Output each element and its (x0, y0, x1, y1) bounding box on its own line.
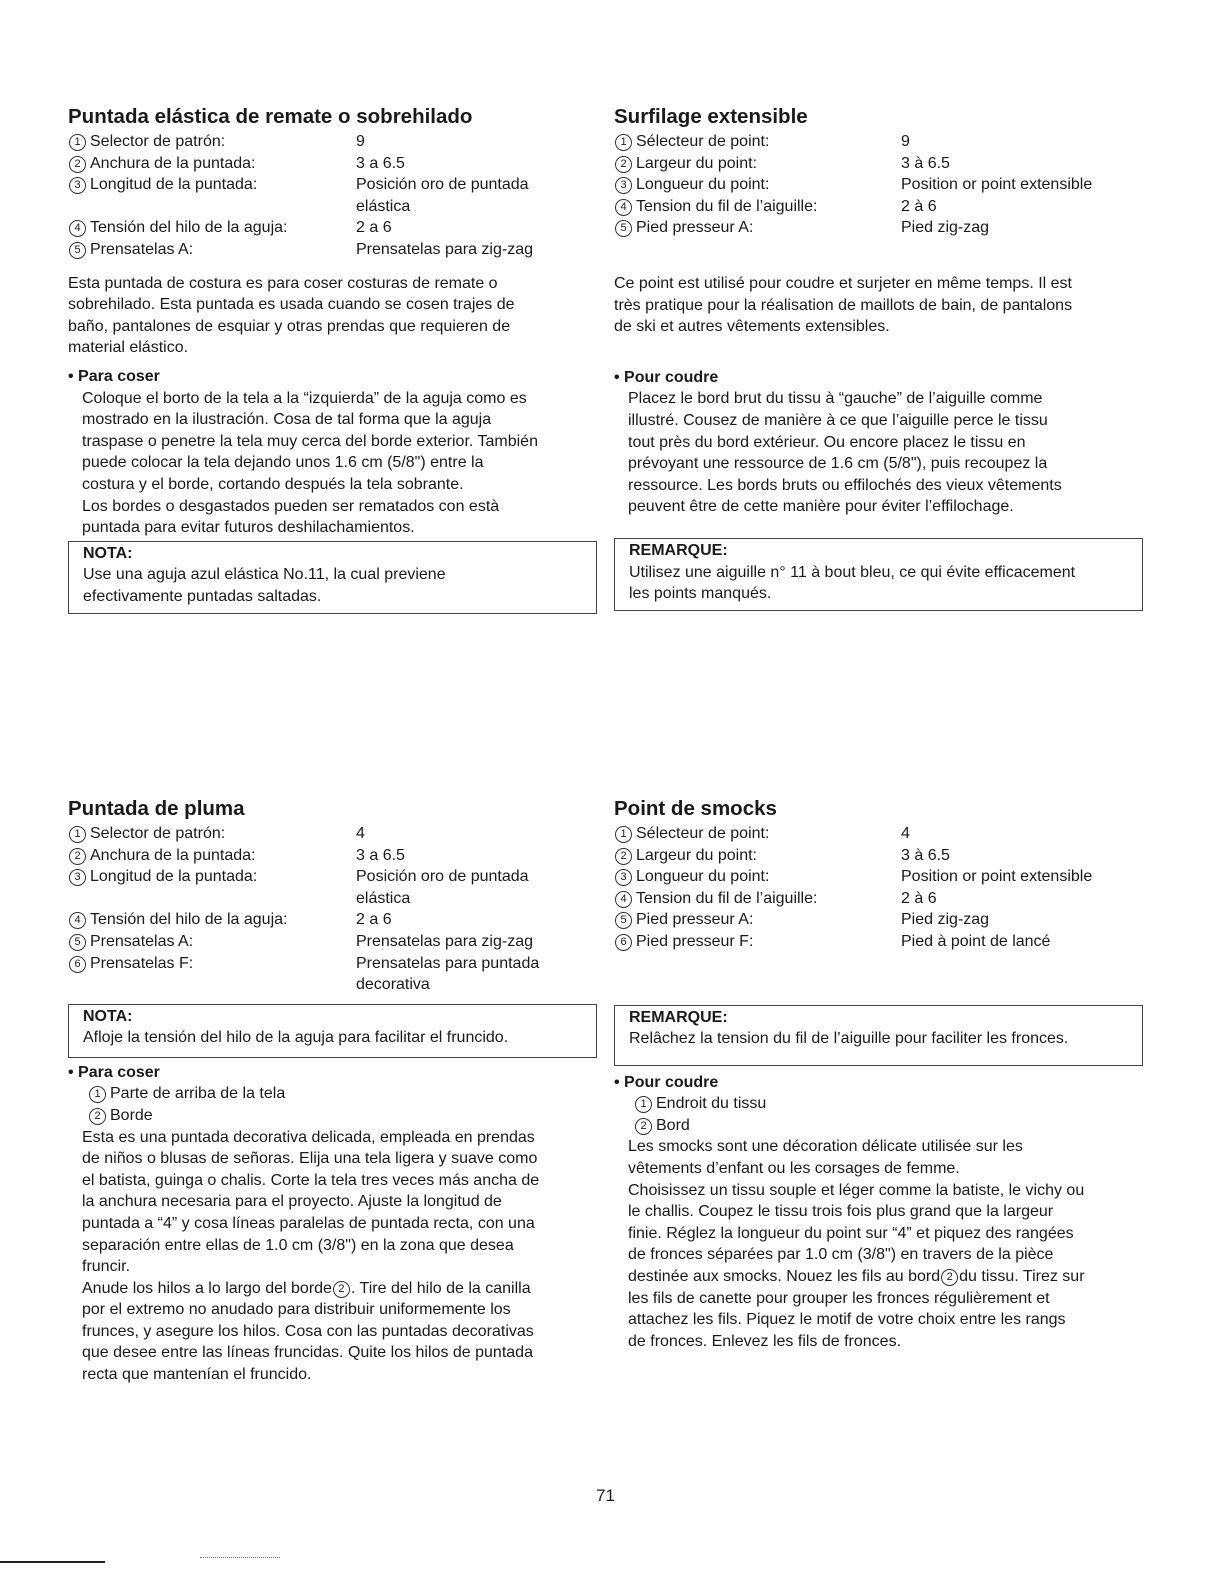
spec-value: Pied zig-zag (901, 911, 990, 929)
spec-value: Pied à point de lancé (901, 932, 1051, 950)
step-item (68, 1105, 598, 1127)
note-text: Use una aguja azul elástica No.11, la cual previene efectivamente puntadas saltadas. (83, 566, 446, 605)
spec-label: Longitud de la puntada: (90, 176, 258, 194)
spec-row (614, 866, 1144, 888)
spec-value: 3 a 6.5 (356, 846, 405, 864)
spec-label: Longueur du point: (636, 176, 770, 194)
spec-value: 3 à 6.5 (901, 154, 950, 172)
spec-row (68, 217, 598, 239)
spec-label: Longitud de la puntada: (90, 868, 258, 886)
circled-number: 3 (615, 177, 632, 194)
footer-rule (0, 1561, 105, 1563)
spec-row (68, 153, 598, 175)
spec-value: 2 à 6 (901, 197, 937, 215)
step-item (614, 1093, 1144, 1115)
spec-row (614, 823, 1144, 845)
spec-row (68, 823, 598, 845)
spec-value: Posición oro de puntada elástica (356, 176, 529, 215)
spec-label: Pied presseur A: (636, 219, 754, 237)
bullet-heading: • Pour coudre (614, 1073, 719, 1091)
spec-row (68, 953, 598, 996)
circled-number: 4 (69, 220, 86, 237)
note-box (68, 541, 597, 614)
description: Ce point est utilisé pour coudre et surjeter en même temps. Il est très pratique pour la réalisation de maillots de bain, de pantalons de ski et autres vêtements extensibles. (614, 274, 1073, 336)
note-title: REMARQUE: (629, 1008, 728, 1026)
spec-row (68, 239, 598, 261)
step-label: Borde (110, 1106, 153, 1124)
circled-number: 2 (615, 156, 632, 173)
spec-value: 2 a 6 (356, 911, 392, 929)
circled-number: 2 (89, 1108, 106, 1125)
section-elastic-overlock-fr (614, 105, 1144, 611)
spec-row (614, 217, 1144, 239)
step-item (614, 1115, 1144, 1137)
circled-number: 1 (615, 134, 632, 151)
circled-number: 5 (615, 912, 632, 929)
circled-number: 1 (635, 1096, 652, 1113)
spec-row (614, 845, 1144, 867)
description: Esta puntada de costura es para coser costuras de remate o sobrehilado. Esta puntada es usada cuando se cosen trajes de baño, pantalones de esquiar y otras prendas que requieren de material elástico. (68, 274, 515, 357)
footer-mark (200, 1557, 280, 1564)
bullet-heading: • Pour coudre (614, 368, 719, 386)
spec-list (68, 823, 598, 996)
spec-value: 2 a 6 (356, 219, 392, 237)
spec-row (614, 153, 1144, 175)
step-label: Parte de arriba de la tela (110, 1085, 286, 1103)
spec-label: Longueur du point: (636, 868, 770, 886)
spec-value: Position or point extensible (901, 176, 1093, 194)
spec-list (614, 131, 1144, 239)
circled-number: 3 (69, 177, 86, 194)
spec-label: Selector de patrón: (90, 133, 226, 150)
instructions-continued: Anude los hilos a lo largo del borde 2 . Tire del hilo de la canilla por el extremo no anudado para distribuir uniformemente los frunces, y asegure los hilos. Cosa con las puntadas decorativas que desee entre las líneas fruncidas. Quite los hilos de puntada recta que mantenían el fruncido. (82, 1279, 534, 1384)
spec-label: Sélecteur de point: (636, 133, 770, 150)
note-box (614, 538, 1143, 611)
page-number: 71 (596, 1486, 615, 1505)
spec-label: Anchura de la puntada: (90, 154, 256, 172)
section-title: Puntada elástica de remate o sobrehilado (68, 105, 473, 128)
spec-row (614, 174, 1144, 196)
note-box (614, 1005, 1143, 1066)
circled-number: 4 (615, 891, 632, 908)
circled-number: 2 (941, 1269, 958, 1286)
spec-label: Prensatelas F: (90, 954, 194, 972)
circled-number: 6 (69, 956, 86, 973)
spec-label: Largeur du point: (636, 846, 757, 864)
note-text: Utilisez une aiguille n° 11 à bout bleu, ce qui évite efficacement les points manqués. (629, 563, 1076, 603)
note-text: Afloje la tensión del hilo de la aguja para facilitar el fruncido. (83, 1029, 509, 1047)
section-title: Puntada de pluma (68, 797, 245, 820)
spec-row (68, 174, 598, 217)
spec-value: Prensatelas para puntada decorativa (356, 954, 540, 994)
spec-row (68, 909, 598, 931)
spec-label: Largeur du point: (636, 154, 757, 172)
circled-number: 1 (615, 826, 632, 843)
spec-label: Tension du fil de l’aiguille: (636, 889, 818, 907)
spec-label: Tensión del hilo de la aguja: (90, 911, 288, 929)
circled-number: 2 (615, 848, 632, 865)
circled-number: 5 (69, 934, 86, 951)
note-box (68, 1004, 597, 1058)
circled-number: 1 (89, 1086, 106, 1103)
spec-value: Prensatelas para zig-zag (356, 240, 533, 258)
circled-number: 6 (615, 934, 632, 951)
spec-row (68, 931, 598, 953)
spec-label: Pied presseur A: (636, 911, 754, 929)
circled-number: 2 (333, 1281, 350, 1298)
circled-number: 4 (615, 199, 632, 216)
spec-row (614, 888, 1144, 910)
circled-number: 1 (69, 826, 86, 843)
spec-row (68, 845, 598, 867)
spec-row (68, 131, 598, 153)
spec-value: Pied zig-zag (901, 219, 990, 237)
spec-row (614, 931, 1144, 953)
spec-value: 9 (356, 133, 365, 150)
note-title: NOTA: (83, 1007, 133, 1025)
spec-row (614, 131, 1144, 153)
bullet-heading: • Para coser (68, 367, 160, 385)
note-title: NOTA: (83, 544, 133, 562)
circled-number: 2 (635, 1118, 652, 1135)
step-item (68, 1083, 598, 1105)
spec-label: Tension du fil de l’aiguille: (636, 197, 818, 215)
section-smocking-fr (614, 797, 1144, 1352)
spec-value: 9 (901, 133, 910, 150)
instructions: Esta es una puntada decorativa delicada, empleada en prendas de niños o blusas de señoras. Elija una tela ligera y suave como el batista, guinga o chalis. Corte la tela tres veces más ancha de la anchura necesaria para el proyecto. Ajuste la longitud de puntada a “4” y cosa líneas paralelas de puntada recta, con una separación entre ellas de 1.0 cm (3/8") en la zona que desea fruncir. (82, 1128, 540, 1276)
instructions-continued: Choisissez un tissu souple et léger comme la batiste, le vichy ou le challis. Coupez le tissu trois fois plus grand que la largeur finie. Réglez la longueur du point sur “4” et piquez des rangées de fronces séparées par 1.0 cm (3/8") en travers de la pièce destinée aux smocks. Nouez les fils au bord 2 du tissu. Tirez sur les fils de canette pour grouper les fronces régulièrement et attachez les fils. Piquez le motif de votre choix entre les rangs de fronces. Enlevez les fils de fronces. (628, 1181, 1085, 1350)
section-feather-stitch-es (68, 797, 598, 1386)
spec-label: Prensatelas A: (90, 932, 194, 950)
spec-row (614, 196, 1144, 218)
spec-row (68, 866, 598, 909)
spec-label: Pied presseur F: (636, 932, 754, 950)
spec-value: 3 à 6.5 (901, 846, 950, 864)
spec-value: Posición oro de puntada elástica (356, 868, 529, 907)
spec-value: 4 (901, 825, 910, 842)
instructions: Coloque el borto de la tela a la “izquierda” de la aguja como es mostrado en la ilustración. Cosa de tal forma que la aguja traspase o penetre la tela muy cerca del borde exterior. También puede colocar la tela dejando unos 1.6 cm (5/8") entre la costura y el borde, cortando después la tela sobrante. Los bordes o desgastados pueden ser rematados con està puntada para evitar futuros deshilachamientos. (82, 389, 538, 537)
spec-value: 4 (356, 825, 365, 842)
section-title: Surfilage extensible (614, 105, 808, 128)
spec-row (614, 909, 1144, 931)
circled-number: 5 (69, 242, 86, 259)
step-label: Endroit du tissu (656, 1095, 767, 1113)
circled-number: 1 (69, 134, 86, 151)
spec-label: Prensatelas A: (90, 240, 194, 258)
spec-label: Selector de patrón: (90, 825, 226, 842)
circled-number: 2 (69, 848, 86, 865)
bullet-heading: • Para coser (68, 1063, 160, 1081)
circled-number: 3 (615, 869, 632, 886)
spec-label: Anchura de la puntada: (90, 846, 256, 864)
circled-number: 3 (69, 869, 86, 886)
note-text: Relâchez la tension du fil de l’aiguille pour faciliter les fronces. (629, 1030, 1069, 1048)
spec-value: 3 a 6.5 (356, 154, 405, 172)
spec-list (68, 131, 598, 261)
step-label: Bord (656, 1116, 690, 1134)
circled-number: 2 (69, 156, 86, 173)
spec-label: Tensión del hilo de la aguja: (90, 219, 288, 237)
instructions: Les smocks sont une décoration délicate utilisée sur les vêtements d’enfant ou les corsages de femme. (628, 1138, 1023, 1177)
spec-value: Prensatelas para zig-zag (356, 932, 533, 950)
instructions: Placez le bord brut du tissu à “gauche” de l’aiguille comme illustré. Cousez de manière à ce que l’aiguille perce le tissu tout près du bord extérieur. Ou encore placez le tissu en prévoyant une ressource de 1.6 cm (5/8"), puis recoupez la ressource. Les bords bruts ou effilochés des vieux vêtements peuvent être de cette manière pour éviter l’effilochage. (628, 390, 1062, 516)
spec-value: 2 à 6 (901, 889, 937, 907)
section-elastic-overlock-es (68, 105, 598, 614)
spec-value: Position or point extensible (901, 868, 1093, 886)
spec-label: Sélecteur de point: (636, 825, 770, 842)
note-title: REMARQUE: (629, 541, 728, 559)
section-title: Point de smocks (614, 797, 777, 820)
spec-list (614, 823, 1144, 953)
circled-number: 5 (615, 220, 632, 237)
circled-number: 4 (69, 912, 86, 929)
